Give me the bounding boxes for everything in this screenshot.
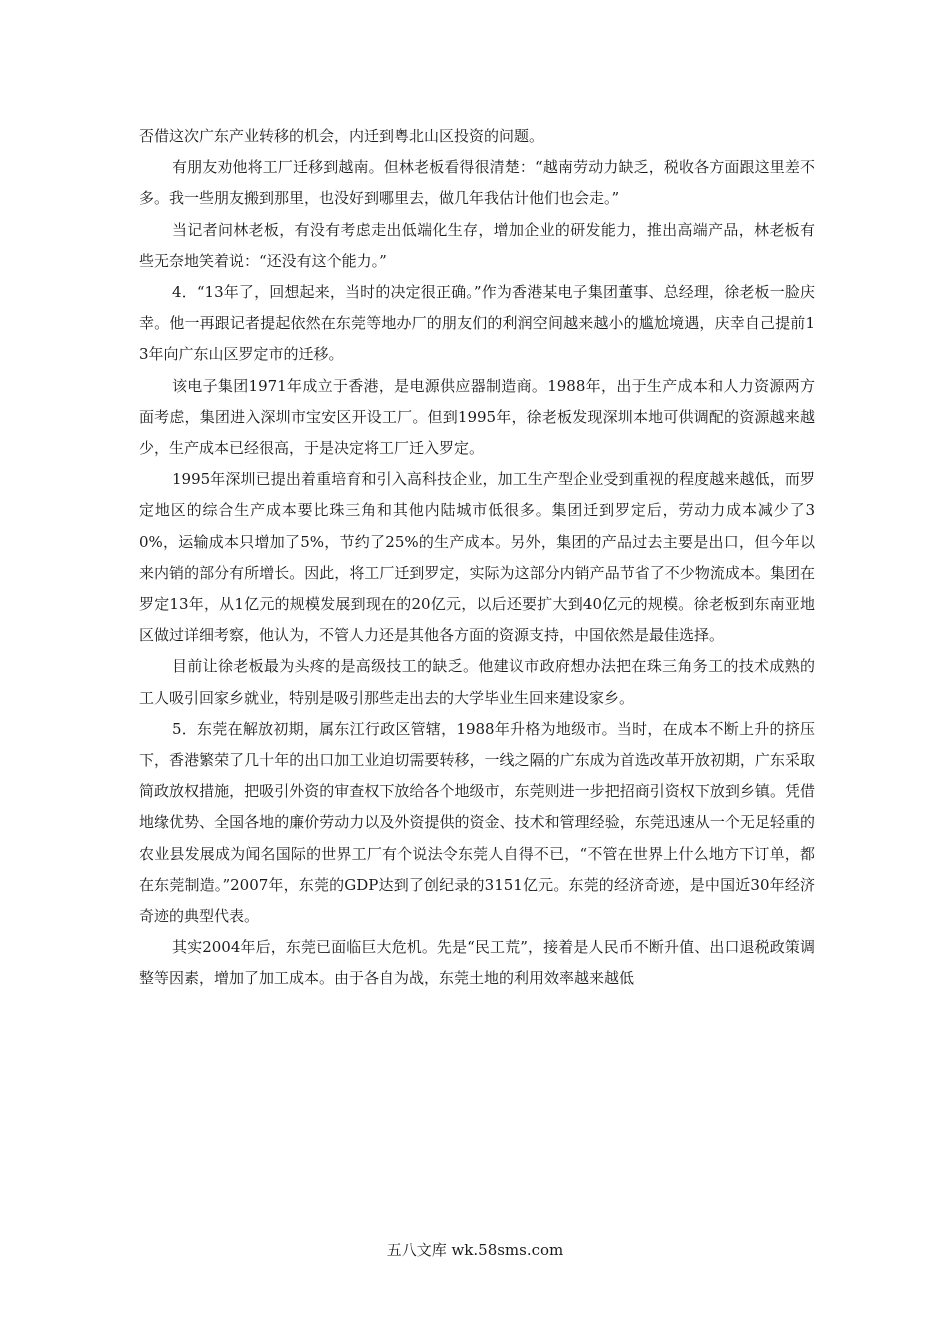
paragraph-high-end: 当记者问林老板，有没有考虑走出低端化生存，增加企业的研发能力，推出高端产品，林老板有些无奈地笑着说：“还没有这个能力。” [139, 220, 815, 270]
paragraph-continuation: 否借这次广东产业转移的机会，内迁到粤北山区投资的问题。 [139, 127, 545, 145]
paragraph-skilled-workers: 目前让徐老板最为头疼的是高级技工的缺乏。他建议市政府想办法把在珠三角务工的技术成熟的工人吸引回家乡就业，特别是吸引那些走出去的大学毕业生回来建设家乡。 [139, 657, 815, 707]
paragraph-group-history: 该电子集团1971年成立于香港，是电源供应器制造商。1988年，出于生产成本和人力资源两方面考虑，集团进入深圳市宝安区开设工厂。但到1995年，徐老板发现深圳本地可供调配的资源越来越少，生产成本已经很高，于是决定将工厂迁入罗定。 [139, 376, 815, 458]
paragraph-section-5: 5．东莞在解放初期，属东江行政区管辖，1988年升格为地级市。当时，在成本不断上升的挤压下，香港繁荣了几十年的出口加工业迫切需要转移，一线之隔的广东成为首选改革开放初期，广东采取简政放权措施，把吸引外资的审查权下放给各个地级市，东莞则进一步把招商引资权下放到乡镇。凭借地缘优势、全国各地的廉价劳动力以及外资提供的资金、技术和管理经验，东莞迅速从一个无足轻重的农业县发展成为闻名国际的世界工厂有个说法令东莞人自得不已，“不管在世界上什么地方下订单，都在东莞制造。”2007年，东莞的GDP达到了创纪录的3151亿元。东莞的经济奇迹，是中国近30年经济奇迹的典型代表。 [139, 719, 815, 926]
paragraph-section-4: 4．“13年了，回想起来，当时的决定很正确。”作为香港某电子集团董事、总经理，徐老板一脸庆幸。他一再跟记者提起依然在东莞等地办厂的朋友们的利润空间越来越小的尴尬境遇，庆幸自己提前13年向广东山区罗定市的迁移。 [139, 283, 815, 364]
paragraph-dongguan-crisis: 其实2004年后，东莞已面临巨大危机。先是“民工荒”，接着是人民币不断升值、出口退税政策调整等因素，增加了加工成本。由于各自为战，东莞土地的利用效率越来越低 [139, 938, 815, 988]
document-body [139, 121, 815, 995]
paragraph-luoding-costs: 1995年深圳已提出着重培育和引入高科技企业，加工生产型企业受到重视的程度越来越低，而罗定地区的综合生产成本要比珠三角和其他内陆城市低很多。集团迁到罗定后，劳动力成本减少了30%，运输成本只增加了5%，节约了25%的生产成本。另外，集团的产品过去主要是出口，但今年以来内销的部分有所增长。因此，将工厂迁到罗定，实际为这部分内销产品节省了不少物流成本。集团在罗定13年，从1亿元的规模发展到现在的20亿元，以后还要扩大到40亿元的规模。徐老板到东南亚地区做过详细考察，他认为，不管人力还是其他各方面的资源支持，中国依然是最佳选择。 [139, 470, 815, 645]
paragraph-vietnam: 有朋友劝他将工厂迁移到越南。但林老板看得很清楚：“越南劳动力缺乏，税收各方面跟这里差不多。我一些朋友搬到那里，也没好到哪里去，做几年我估计他们也会走。” [139, 158, 815, 208]
page-footer: 五八文库 wk.58sms.com [386, 1241, 564, 1259]
